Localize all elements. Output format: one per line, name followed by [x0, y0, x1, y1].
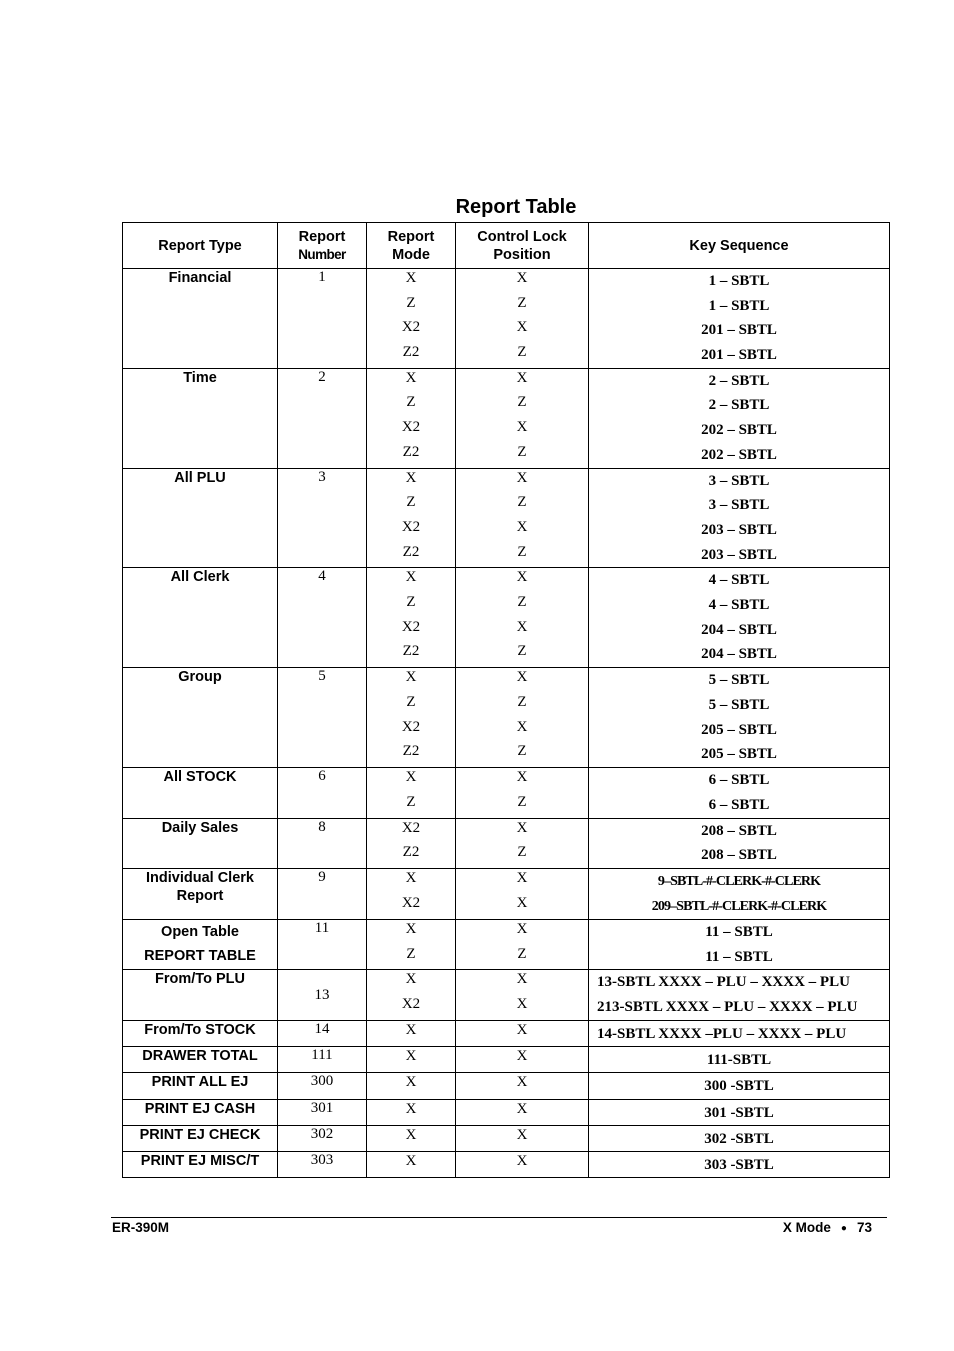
key-sequence: 203 – SBTL [701, 546, 777, 563]
report-number-cell: 301 [278, 1099, 367, 1125]
control-lock-position-cell [456, 468, 589, 568]
report-mode: Z [406, 945, 416, 962]
control-lock-position: X [516, 920, 528, 937]
report-number-cell: 8 [278, 818, 367, 869]
control-lock-position: X [516, 971, 528, 988]
report-type-cell [123, 1151, 278, 1177]
report-number-cell: 9 [278, 869, 367, 920]
key-sequence: 111-SBTL [706, 1052, 772, 1069]
key-sequence: 1 – SBTL [708, 273, 770, 289]
control-lock-position: X [516, 518, 528, 535]
table-row [123, 767, 890, 818]
report-mode: X [405, 920, 417, 937]
report-type-label: DRAWER TOTAL [142, 1048, 258, 1065]
key-sequence: 14-SBTL XXXX –PLU – XXXX – PLU [597, 1025, 847, 1042]
report-type-label: PRINT ALL EJ [151, 1074, 249, 1091]
table-row [123, 368, 890, 468]
report-mode: Z2 [402, 743, 420, 760]
table-row [123, 919, 890, 970]
key-sequence-cell [589, 1047, 890, 1073]
control-lock-position-cell [456, 767, 589, 818]
key-sequence: 13-SBTL XXXX – PLU – XXXX – PLU [597, 974, 850, 991]
control-lock-position-cell [456, 668, 589, 768]
control-lock-position: X [516, 319, 528, 336]
control-lock-position: Z [517, 793, 527, 810]
key-sequence: 202 – SBTL [701, 446, 777, 463]
report-number-cell: 4 [278, 568, 367, 668]
key-sequence: 1 – SBTL [708, 297, 770, 314]
report-type-label: From/To STOCK [144, 1021, 256, 1038]
report-mode: X [405, 1152, 417, 1169]
control-lock-position: X [516, 270, 528, 286]
key-sequence: 208 – SBTL [701, 847, 777, 864]
footer-model: ER-390M [112, 1220, 170, 1235]
report-type-label: PRINT EJ CHECK [139, 1126, 261, 1143]
key-sequence: 11 – SBTL [705, 923, 773, 940]
key-sequence-cell [589, 970, 890, 1021]
control-lock-position: Z [517, 594, 527, 611]
report-mode-cell [367, 468, 456, 568]
key-sequence: 209–SBTL-#-CLERK-#-CLERK [651, 898, 827, 914]
table-row [123, 869, 890, 920]
report-mode: X [405, 569, 417, 586]
report-type-label: All PLU [174, 469, 226, 486]
control-lock-position-cell [456, 368, 589, 468]
page-title: Report Table [455, 196, 577, 218]
report-mode: X [405, 1126, 417, 1143]
report-mode: X2 [401, 319, 421, 336]
table-row [123, 269, 890, 369]
table-row [123, 1125, 890, 1151]
key-sequence: 303 -SBTL [704, 1156, 774, 1173]
report-mode: Z2 [402, 443, 420, 460]
key-sequence-cell [589, 919, 890, 970]
report-type-label: PRINT EJ CASH [144, 1100, 256, 1117]
bullet-icon: ● [840, 1223, 847, 1234]
report-type-cell [123, 269, 278, 369]
control-lock-position: X [516, 996, 528, 1013]
control-lock-position-cell [456, 1020, 589, 1046]
key-sequence: 5 – SBTL [708, 672, 770, 689]
report-type-cell [123, 869, 278, 920]
key-sequence: 208 – SBTL [701, 822, 777, 839]
report-type-label: Report [176, 888, 224, 905]
control-lock-position-cell [456, 818, 589, 869]
report-mode: Z2 [402, 344, 420, 361]
footer-section: X Mode [782, 1220, 831, 1235]
control-lock-position: X [516, 369, 528, 386]
report-type-label: PRINT EJ MISC/T [140, 1152, 260, 1169]
key-sequence-cell [589, 468, 890, 568]
key-sequence: 204 – SBTL [701, 646, 777, 663]
table-row [123, 818, 890, 869]
control-lock-position: Z [517, 294, 527, 311]
key-sequence: 300 -SBTL [704, 1078, 774, 1095]
report-mode-cell [367, 1020, 456, 1046]
report-number-cell: 3 [278, 468, 367, 568]
control-lock-position: Z [517, 945, 527, 962]
report-mode-cell [367, 368, 456, 468]
report-type-cell [123, 568, 278, 668]
key-sequence: 213-SBTL XXXX – PLU – XXXX – PLU [597, 999, 858, 1016]
key-sequence: 4 – SBTL [708, 597, 770, 614]
report-mode: X2 [401, 996, 421, 1013]
table-row [123, 668, 890, 768]
report-type-cell [123, 1125, 278, 1151]
report-type-cell [123, 468, 278, 568]
control-lock-position: X [516, 669, 528, 686]
key-sequence: 3 – SBTL [708, 472, 770, 489]
control-lock-position: X [516, 768, 528, 785]
control-lock-position: X [516, 870, 528, 887]
report-mode-cell [367, 1099, 456, 1125]
table-row [123, 568, 890, 668]
key-sequence: 9–SBTL-#-CLERK-#-CLERK [657, 874, 821, 890]
control-lock-position: X [516, 894, 528, 911]
report-mode: Z2 [402, 844, 420, 861]
report-mode: X [405, 669, 417, 686]
report-table [122, 222, 890, 1178]
report-type-label: Daily Sales [161, 819, 239, 836]
control-lock-position: X [516, 819, 528, 836]
key-sequence: 2 – SBTL [708, 372, 770, 389]
report-mode-cell [367, 269, 456, 369]
report-mode: X2 [401, 819, 421, 836]
header-report-number: Report Number [278, 223, 367, 269]
report-number-cell: 14 [278, 1020, 367, 1046]
report-type-label: Financial [168, 270, 232, 286]
report-type-cell [123, 1073, 278, 1099]
key-sequence: 6 – SBTL [708, 796, 770, 813]
key-sequence-cell [589, 568, 890, 668]
report-type-label: REPORT TABLE [144, 947, 256, 964]
control-lock-position: X [516, 1152, 528, 1169]
key-sequence: 204 – SBTL [701, 621, 777, 638]
report-mode-cell [367, 1047, 456, 1073]
header-key-sequence: Key Sequence [589, 223, 890, 269]
report-mode: X [405, 768, 417, 785]
key-sequence: 201 – SBTL [701, 322, 777, 339]
table-row [123, 1073, 890, 1099]
report-mode: Z2 [402, 543, 420, 560]
control-lock-position: X [516, 1048, 528, 1065]
control-lock-position: X [516, 1021, 528, 1038]
report-type-label: Open Table [161, 923, 239, 940]
control-lock-position: X [516, 618, 528, 635]
key-sequence: 205 – SBTL [701, 746, 777, 763]
control-lock-position-cell [456, 919, 589, 970]
key-sequence: 205 – SBTL [701, 721, 777, 738]
key-sequence-cell [589, 1099, 890, 1125]
report-mode-cell [367, 1125, 456, 1151]
footer-page-info [783, 1220, 872, 1235]
report-mode-cell [367, 767, 456, 818]
table-row [123, 1047, 890, 1073]
table-row [123, 468, 890, 568]
report-mode-cell [367, 818, 456, 869]
control-lock-position-cell [456, 1099, 589, 1125]
report-mode: X2 [401, 894, 421, 911]
control-lock-position: Z [517, 344, 527, 361]
report-number-cell: 13 [278, 970, 367, 1021]
control-lock-position: Z [517, 394, 527, 411]
report-number-cell: 6 [278, 767, 367, 818]
report-type-label: Individual Clerk [146, 870, 254, 887]
header-report-type: Report Type [123, 223, 278, 269]
report-mode: X2 [401, 518, 421, 535]
header-report-mode: Report Mode [367, 223, 456, 269]
key-sequence-cell [589, 368, 890, 468]
report-mode: Z [406, 693, 416, 710]
report-type-label: All Clerk [170, 569, 230, 586]
control-lock-position: Z [517, 494, 527, 511]
control-lock-position: Z [517, 743, 527, 760]
control-lock-position: X [516, 1126, 528, 1143]
table-row [123, 1151, 890, 1177]
control-lock-position-cell [456, 970, 589, 1021]
key-sequence: 203 – SBTL [701, 521, 777, 538]
report-mode: X [405, 369, 417, 386]
report-mode: X2 [401, 718, 421, 735]
control-lock-position-cell [456, 1047, 589, 1073]
report-type-cell [123, 1099, 278, 1125]
control-lock-position: X [516, 469, 528, 486]
report-mode: X [405, 1048, 417, 1065]
control-lock-position: X [516, 1100, 528, 1117]
key-sequence: 302 -SBTL [704, 1130, 774, 1147]
control-lock-position: X [516, 718, 528, 735]
report-mode: X [405, 1021, 417, 1038]
key-sequence-cell [589, 1125, 890, 1151]
key-sequence-cell [589, 869, 890, 920]
report-mode: X2 [401, 419, 421, 436]
report-mode-cell [367, 1073, 456, 1099]
report-mode-cell [367, 869, 456, 920]
key-sequence: 201 – SBTL [701, 347, 777, 364]
report-mode: X [405, 870, 417, 887]
report-number-cell: 1 [278, 269, 367, 369]
control-lock-position: X [516, 419, 528, 436]
report-mode: X2 [401, 618, 421, 635]
report-type-cell [123, 919, 278, 970]
control-lock-position: Z [517, 643, 527, 660]
report-type-cell [123, 970, 278, 1021]
report-type-label: Group [178, 669, 222, 686]
report-number-cell: 302 [278, 1125, 367, 1151]
key-sequence-cell [589, 668, 890, 768]
header-control-lock-position: Control Lock Position [456, 223, 589, 269]
report-mode: X [405, 270, 417, 286]
control-lock-position: Z [517, 844, 527, 861]
key-sequence: 3 – SBTL [708, 497, 770, 514]
report-number-cell: 111 [278, 1047, 367, 1073]
report-mode: Z2 [402, 643, 420, 660]
report-mode-cell [367, 668, 456, 768]
report-mode: Z [406, 394, 416, 411]
key-sequence-cell [589, 767, 890, 818]
report-mode: Z [406, 594, 416, 611]
report-mode: X [405, 971, 417, 988]
report-type-label: All STOCK [163, 768, 237, 785]
report-mode-cell [367, 919, 456, 970]
report-number-cell: 11 [278, 919, 367, 970]
key-sequence: 6 – SBTL [708, 771, 770, 788]
key-sequence: 5 – SBTL [708, 696, 770, 713]
key-sequence: 202 – SBTL [701, 422, 777, 439]
report-type-cell [123, 767, 278, 818]
report-type-cell [123, 368, 278, 468]
table-row [123, 970, 890, 1021]
control-lock-position-cell [456, 1073, 589, 1099]
table-row [123, 1020, 890, 1046]
report-table-body [123, 269, 890, 1178]
control-lock-position: X [516, 569, 528, 586]
key-sequence: 4 – SBTL [708, 572, 770, 589]
report-mode: Z [406, 494, 416, 511]
footer-page-number: 73 [856, 1220, 872, 1235]
report-mode: Z [406, 294, 416, 311]
report-mode: X [405, 469, 417, 486]
report-mode-cell [367, 568, 456, 668]
control-lock-position-cell [456, 568, 589, 668]
report-number-cell: 300 [278, 1073, 367, 1099]
footer-divider [111, 1217, 887, 1218]
control-lock-position-cell [456, 269, 589, 369]
report-number-cell: 2 [278, 368, 367, 468]
key-sequence-cell [589, 818, 890, 869]
report-mode-cell [367, 1151, 456, 1177]
control-lock-position: Z [517, 543, 527, 560]
report-type-cell [123, 668, 278, 768]
report-type-label: From/To PLU [155, 971, 245, 988]
control-lock-position: Z [517, 443, 527, 460]
key-sequence-cell [589, 1020, 890, 1046]
report-type-cell [123, 1047, 278, 1073]
report-mode: Z [406, 793, 416, 810]
report-mode: X [405, 1074, 417, 1091]
control-lock-position-cell [456, 1151, 589, 1177]
key-sequence: 2 – SBTL [708, 397, 770, 414]
report-type-cell [123, 1020, 278, 1046]
report-mode: X [405, 1100, 417, 1117]
report-number-cell: 303 [278, 1151, 367, 1177]
report-mode-cell [367, 970, 456, 1021]
report-number-cell: 5 [278, 668, 367, 768]
key-sequence-cell [589, 1073, 890, 1099]
report-type-cell [123, 818, 278, 869]
report-type-label: Time [183, 369, 217, 386]
table-row [123, 1099, 890, 1125]
control-lock-position: X [516, 1074, 528, 1091]
control-lock-position: Z [517, 693, 527, 710]
key-sequence: 301 -SBTL [704, 1104, 774, 1121]
header-row [123, 223, 890, 269]
key-sequence: 11 – SBTL [705, 948, 773, 965]
control-lock-position-cell [456, 1125, 589, 1151]
key-sequence-cell [589, 1151, 890, 1177]
control-lock-position-cell [456, 869, 589, 920]
key-sequence-cell [589, 269, 890, 369]
